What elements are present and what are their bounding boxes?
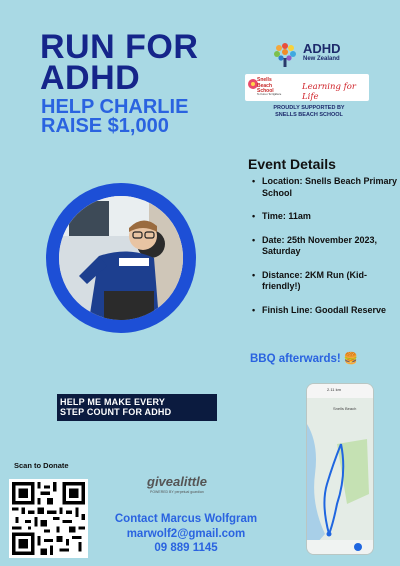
adhd-logo-name: ADHD [303,41,341,56]
contact-name: Contact Marcus Wolfgram [114,513,258,525]
tree-icon [271,38,299,68]
map-distance: 2.11 km [327,387,341,392]
qr-code-icon [9,479,88,558]
adhd-nz-logo [271,38,375,68]
contact-block [96,512,276,556]
event-finish-line: • Finish Line: Goodall Reserve [252,305,398,317]
title-line-2: ADHD [40,59,141,97]
child-photo-illustration [59,196,183,320]
supported-line-2: SNELLS BEACH SCHOOL [275,111,343,118]
adhd-logo-sub: New Zealand [303,56,340,62]
school-logo-box [245,74,369,101]
event-distance: • Distance: 2KM Run (Kid-friendly!) [252,270,398,293]
page-subtitle [41,98,188,136]
banner-line-2: STEP COUNT FOR ADHD [60,406,172,417]
event-details-heading: Event Details [248,156,336,172]
school-name: Snells Beach School [257,77,274,94]
event-date: • Date: 25th November 2023, Saturday [252,235,398,258]
givealittle-sub: POWERED BY perpetual guardian [150,490,204,494]
title-line-1: RUN FOR [40,28,199,66]
contact-email[interactable]: marwolf2@gmail.com [126,527,246,540]
donate-qr-code[interactable] [9,479,88,558]
charlie-photo [59,196,183,320]
supported-line-1: PROUDLY SUPPORTED BY [273,105,345,111]
school-slogan: Learning for Life [302,82,356,102]
route-map [306,383,374,555]
page-title [40,28,199,97]
bbq-note: BBQ afterwards! 🍔 [250,353,359,365]
school-tagline: Te Kura o Te Ngāhere [257,93,282,96]
givealittle-logo: givealittle [147,474,207,489]
subtitle-line-2: RAISE $1,000 [41,115,169,137]
event-location: • Location: Snells Beach Primary School [252,176,398,199]
scan-to-donate-label: Scan to Donate [14,461,69,470]
banner-line-1: HELP ME MAKE EVERY [60,397,166,407]
event-details-list [252,176,398,328]
map-place-label: Snells Beach [333,406,357,411]
contact-phone[interactable]: 09 889 1145 [154,542,218,554]
event-time: • Time: 11am [252,211,398,223]
motto-banner [57,394,217,421]
subtitle-line-1: HELP CHARLIE [41,96,189,118]
supported-by [257,105,361,118]
